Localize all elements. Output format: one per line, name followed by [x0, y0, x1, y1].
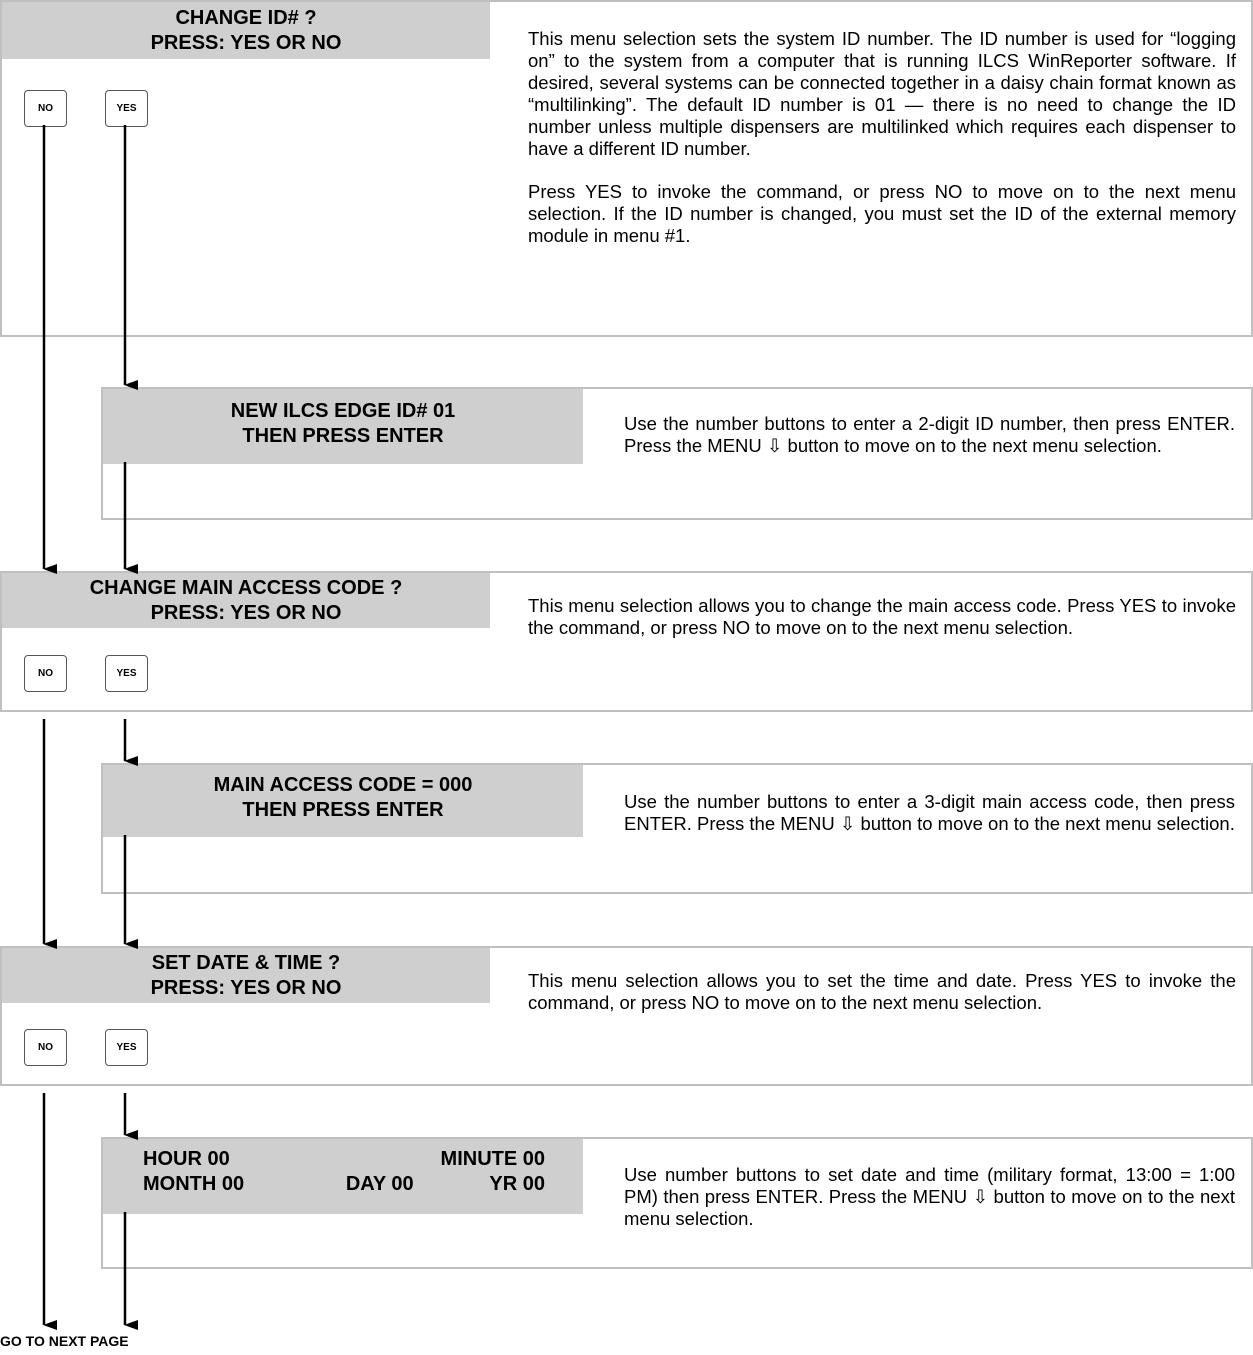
description-paragraph: This menu selection allows you to set the time and date. Press YES to invoke the command, or press NO to move on to the next menu selection.: [528, 970, 1236, 1013]
description-paragraph: Use number buttons to set date and time (military format, 13:00 = 1:00 PM) then press ENTER. Press the MENU ⇩ button to move on to the next menu selection.: [624, 1164, 1235, 1229]
lcd-line-1: CHANGE ID# ?: [175, 7, 317, 29]
lcd-line-2: PRESS: YES OR NO: [150, 977, 342, 999]
day-field: DAY 00: [345, 1173, 414, 1195]
description: [528, 28, 1236, 247]
description: [528, 595, 1236, 639]
lcd-display: [2, 2, 490, 59]
no-key[interactable]: NO: [24, 655, 67, 692]
lcd-display: [2, 948, 490, 1003]
minute-field: MINUTE 00: [440, 1148, 545, 1170]
lcd-line-2: THEN PRESS ENTER: [242, 799, 444, 821]
lcd-display: [103, 765, 583, 837]
lcd-display: [103, 389, 583, 464]
description: [624, 791, 1235, 835]
description: [624, 1164, 1235, 1230]
month-field: MONTH 00: [143, 1173, 245, 1195]
lcd-line-2: PRESS: YES OR NO: [150, 32, 342, 54]
yes-key[interactable]: YES: [105, 655, 148, 692]
description: [624, 413, 1235, 457]
description: [528, 970, 1236, 1014]
lcd-line-1: NEW ILCS EDGE ID# 01: [230, 400, 456, 422]
menu-step-date-time-entry: [101, 1137, 1253, 1269]
lcd-line-2: PRESS: YES OR NO: [150, 602, 342, 624]
yes-key[interactable]: YES: [105, 1029, 148, 1066]
lcd-line-1: [143, 1147, 545, 1172]
yes-key[interactable]: YES: [105, 90, 148, 127]
description-paragraph: This menu selection allows you to change the main access code. Press YES to invoke the command, or press NO to move on to the next menu selection.: [528, 595, 1236, 638]
description-paragraph: Use the number buttons to enter a 3-digit main access code, then press ENTER. Press the MENU ⇩ button to move on to the next menu selection.: [624, 791, 1235, 834]
description-paragraph: Press YES to invoke the command, or press NO to move on to the next menu selection. If the ID number is changed, you must set the ID of the external memory module in menu #1.: [528, 181, 1236, 246]
hour-field: HOUR 00: [143, 1148, 230, 1170]
description-paragraph: Use the number buttons to enter a 2-digit ID number, then press ENTER. Press the MENU ⇩ button to move on to the next menu selection.: [624, 413, 1235, 456]
year-field: YR 00: [489, 1173, 545, 1195]
menu-step-new-id: [101, 387, 1253, 520]
lcd-display: [103, 1139, 583, 1214]
menu-step-change-id: [0, 0, 1253, 337]
no-key[interactable]: NO: [24, 1029, 67, 1066]
menu-step-set-date-time: [0, 946, 1253, 1086]
lcd-line-1: CHANGE MAIN ACCESS CODE ?: [89, 577, 403, 599]
menu-step-change-access-code: [0, 571, 1253, 712]
lcd-line-1: MAIN ACCESS CODE = 000: [213, 774, 473, 796]
no-key[interactable]: NO: [24, 90, 67, 127]
lcd-line-2: [143, 1172, 545, 1197]
lcd-line-1: SET DATE & TIME ?: [151, 952, 341, 974]
lcd-line-2: THEN PRESS ENTER: [242, 425, 444, 447]
menu-step-enter-access-code: [101, 763, 1253, 894]
go-to-next-page-label: GO TO NEXT PAGE: [0, 1333, 129, 1349]
lcd-display: [2, 573, 490, 628]
description-paragraph: This menu selection sets the system ID number. The ID number is used for “logging on” to the system from a computer that is running ILCS WinReporter software. If desired, several systems can be connected together in a daisy chain format known as “multilinking”. The default ID number is 01 — there is no need to change the ID number unless multiple dispensers are multilinked which requires each dispenser to have a different ID number.: [528, 28, 1236, 159]
